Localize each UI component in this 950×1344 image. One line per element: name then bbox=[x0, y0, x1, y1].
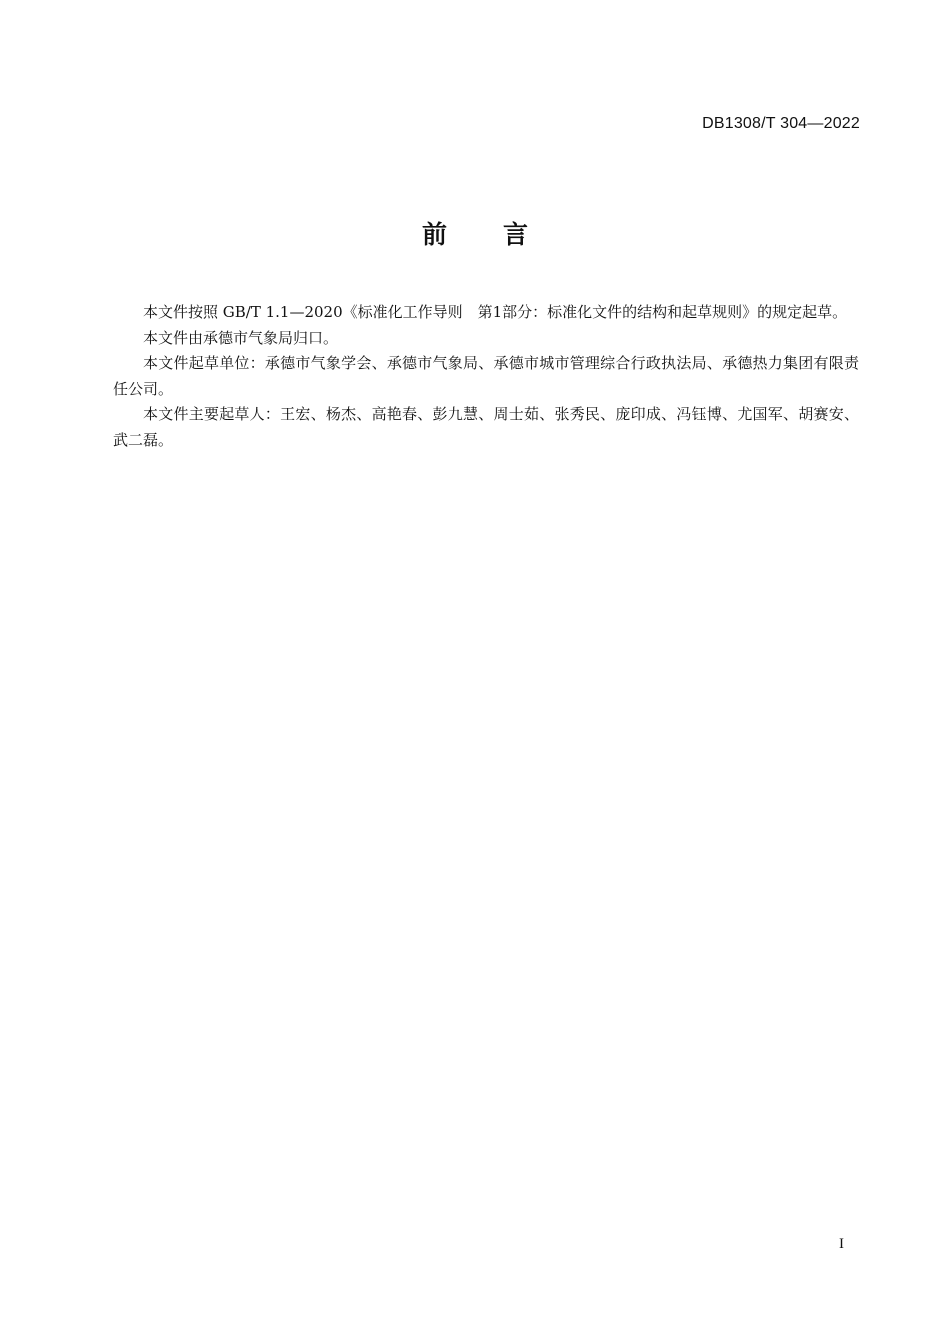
paragraph-drafting-units: 本文件起草单位：承德市气象学会、承德市气象局、承德市城市管理综合行政执法局、承德热力集团有限责任公司。 bbox=[113, 354, 859, 398]
paragraph-centralized-unit: 本文件由承德市气象局归口。 bbox=[143, 328, 339, 347]
paragraph-drafters: 本文件主要起草人：王宏、杨杰、高艳春、彭九慧、周士茹、张秀民、庞印成、冯钰博、尤国军、胡赛安、武二磊。 bbox=[113, 405, 859, 449]
document-code: DB1308/T 304—2022 bbox=[702, 115, 860, 132]
paragraph-drafting-rules: 本文件按照 GB/T 1.1—2020《标准化工作导则 第1部分：标准化文件的结构和起草规则》的规定起草。 bbox=[143, 303, 848, 321]
foreword-body bbox=[113, 300, 859, 453]
title-char-2: 言 bbox=[503, 220, 529, 249]
page-title bbox=[0, 215, 950, 251]
page-number: I bbox=[839, 1236, 844, 1252]
title-char-1: 前 bbox=[421, 220, 447, 249]
